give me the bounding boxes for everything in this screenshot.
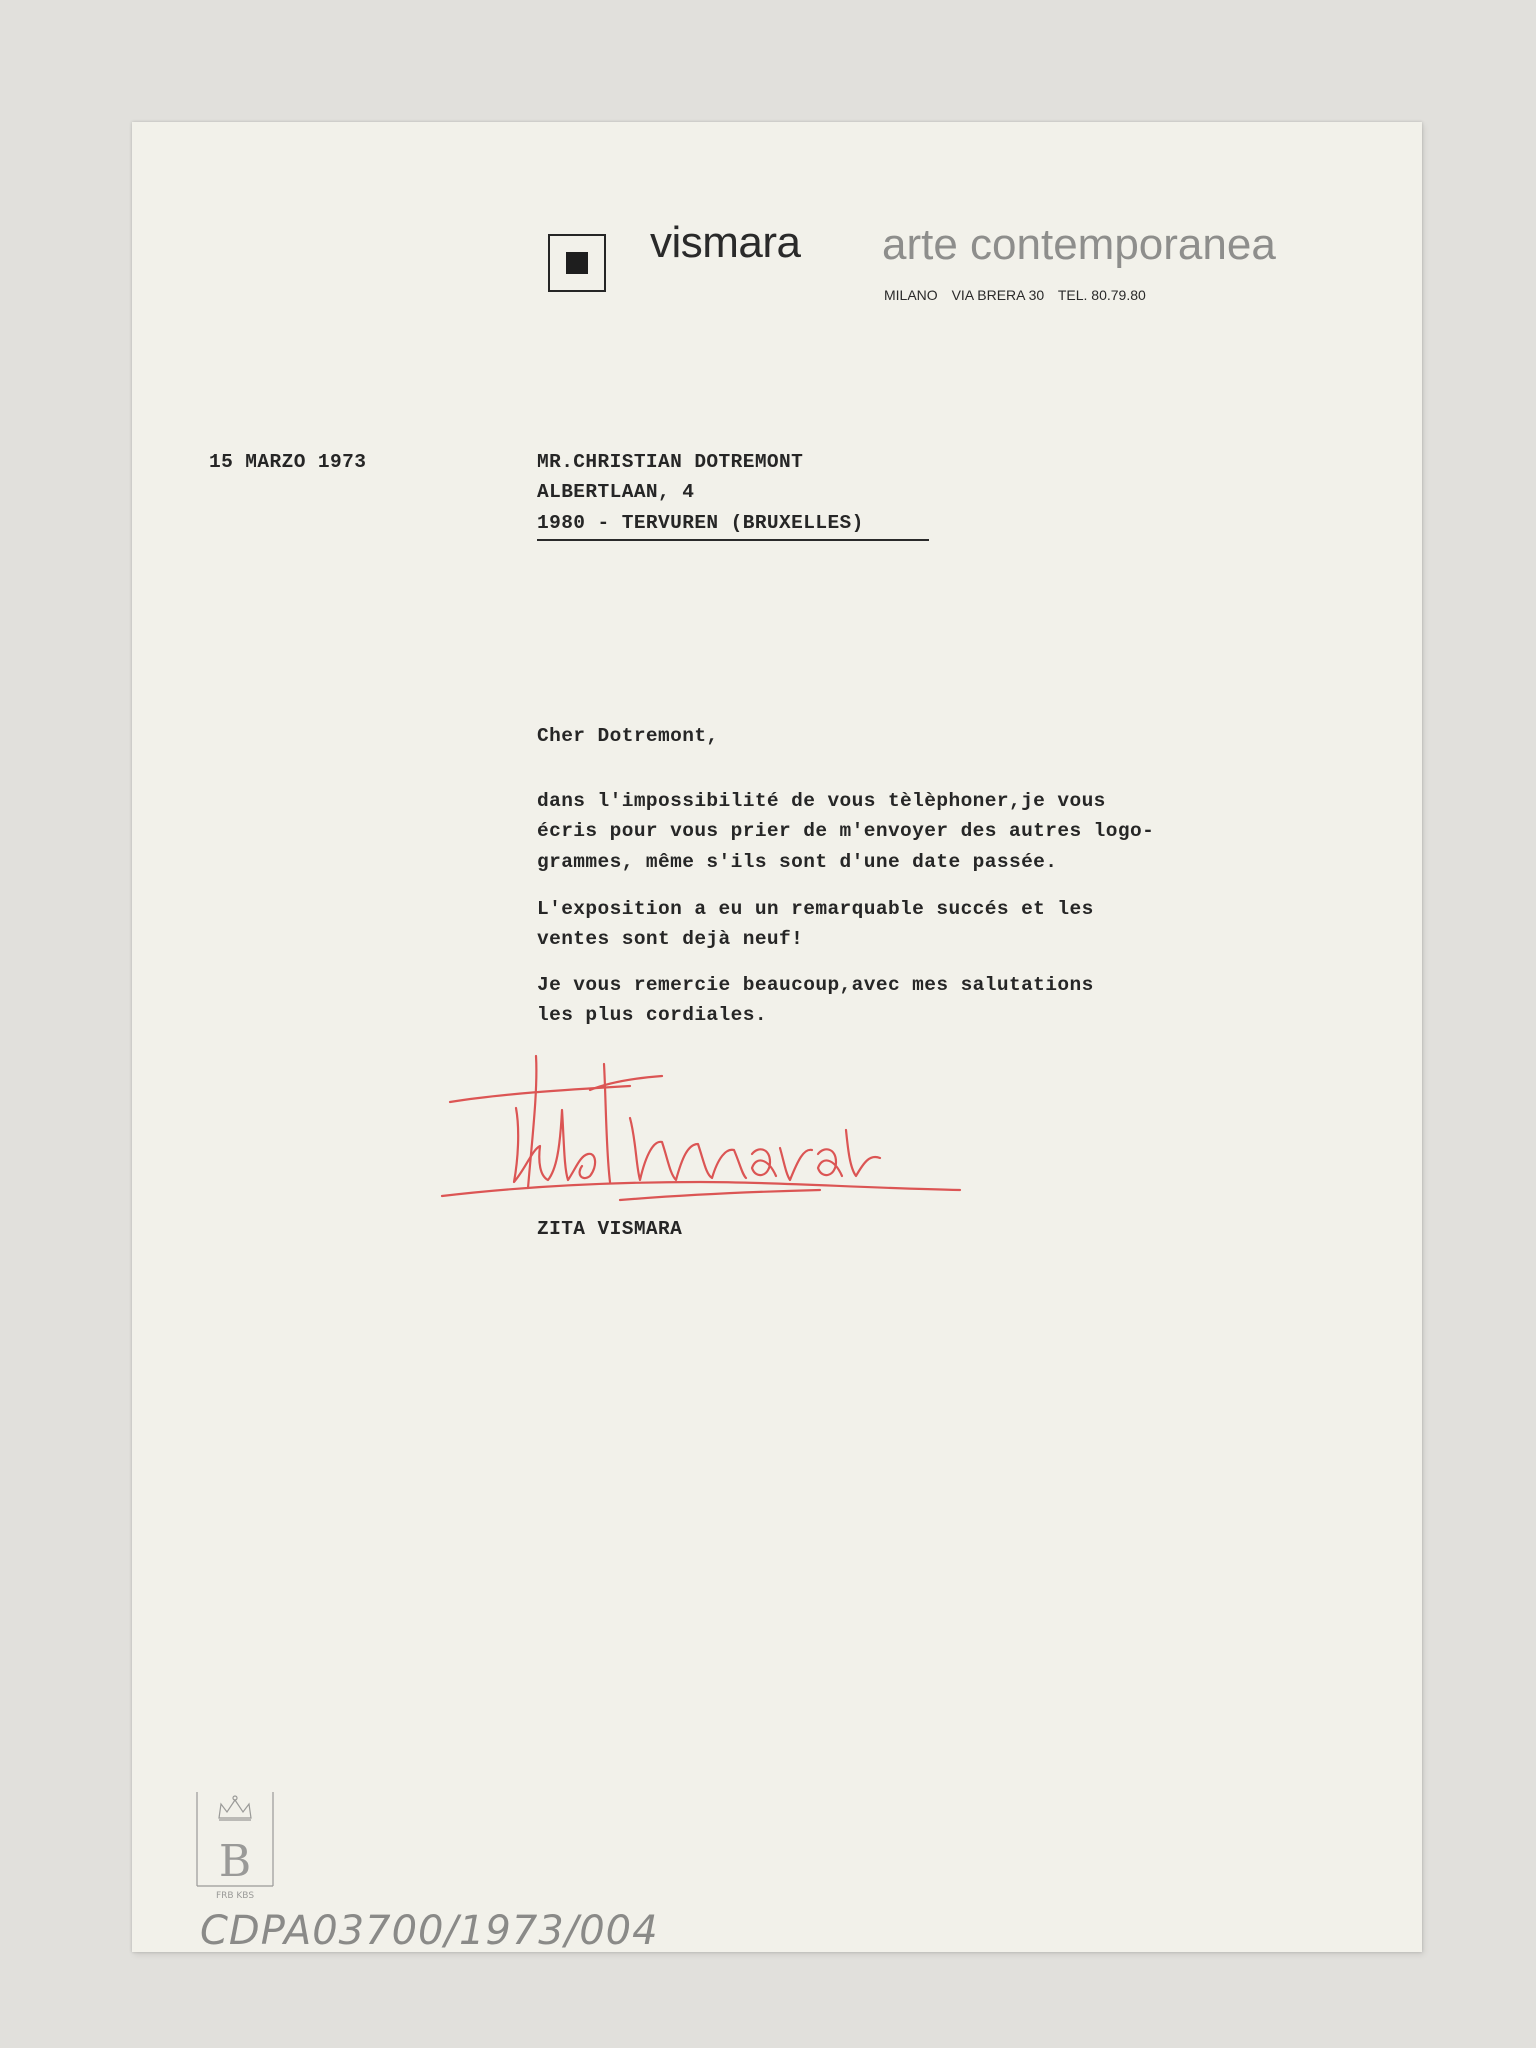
recipient-underline <box>537 539 929 541</box>
svg-text:B: B <box>218 1836 252 1887</box>
handwritten-signature <box>440 1050 970 1220</box>
letterhead-brand: vismara <box>650 218 801 267</box>
square-logo-icon <box>548 234 606 292</box>
body-line: dans l'impossibilité de vous tèlèphoner,je vous <box>537 790 1106 812</box>
salutation: Cher Dotremont, <box>537 725 719 747</box>
body-line: Je vous remercie beaucoup,avec mes salutations <box>537 974 1094 996</box>
archive-stamp <box>195 1790 275 1900</box>
body-line: ventes sont dejà neuf! <box>537 928 804 950</box>
svg-text:FRB KBS: FRB KBS <box>215 1891 255 1900</box>
archive-reference: CDPA03700/1973/004 <box>200 1908 659 1954</box>
recipient-city: 1980 - TERVUREN (BRUXELLES) <box>537 512 864 534</box>
letter-paper <box>132 122 1422 1952</box>
address-street: VIA BRERA 30 <box>951 287 1045 303</box>
letter-date: 15 MARZO 1973 <box>209 451 367 473</box>
logo-inner-square <box>566 252 588 274</box>
address-phone: TEL. 80.79.80 <box>1057 287 1146 303</box>
letterhead-tagline: arte contemporanea <box>882 220 1276 269</box>
recipient-street: ALBERTLAAN, 4 <box>537 481 695 503</box>
address-city: MILANO <box>884 287 938 303</box>
body-line: les plus cordiales. <box>537 1004 767 1026</box>
body-line: L'exposition a eu un remarquable succés et les <box>537 898 1094 920</box>
signatory-name: ZITA VISMARA <box>537 1218 683 1240</box>
body-line: grammes, même s'ils sont d'une date passée. <box>537 851 1058 873</box>
letterhead-address <box>884 287 1156 303</box>
body-line: écris pour vous prier de m'envoyer des autres logo- <box>537 820 1155 842</box>
recipient-name: MR.CHRISTIAN DOTREMONT <box>537 451 804 473</box>
